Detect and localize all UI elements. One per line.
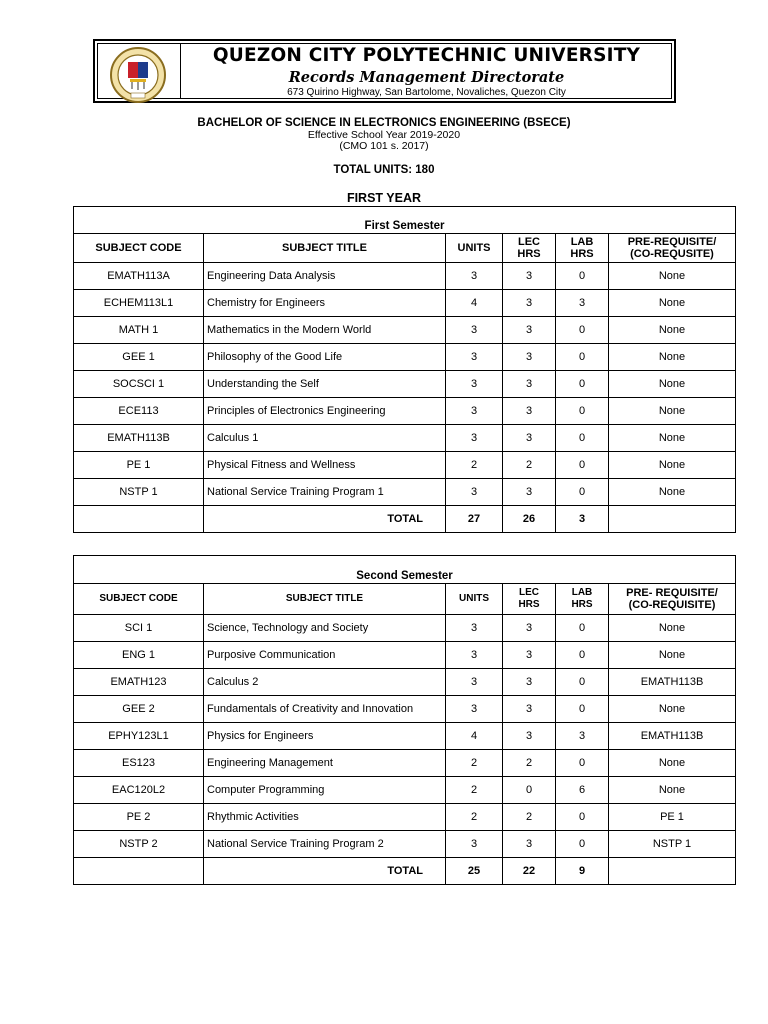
lec-hrs-cell: 3: [503, 398, 556, 425]
lec-hrs-cell: 3: [503, 615, 556, 642]
prerequisite-cell: EMATH113B: [609, 669, 736, 696]
prerequisite-cell: None: [609, 750, 736, 777]
subject-title-cell: Physical Fitness and Wellness: [204, 452, 446, 479]
subject-code-cell: NSTP 2: [74, 831, 204, 858]
prerequisite-cell: None: [609, 696, 736, 723]
program-title: BACHELOR OF SCIENCE IN ELECTRONICS ENGINEERING (BSECE): [197, 117, 571, 129]
units-cell: 3: [446, 642, 503, 669]
subject-code-cell: PE 1: [74, 452, 204, 479]
total-units-value: 25: [446, 858, 503, 885]
total-lec-value: 22: [503, 858, 556, 885]
subject-code-cell: ENG 1: [74, 642, 204, 669]
lab-hrs-cell: 0: [556, 398, 609, 425]
subject-code-cell: EPHY123L1: [74, 723, 204, 750]
col-subject-title: SUBJECT TITLE: [204, 234, 446, 263]
directorate-name: Records Management Directorate: [288, 69, 565, 86]
lec-hrs-cell: 3: [503, 344, 556, 371]
total-lab-value: 3: [556, 506, 609, 533]
units-cell: 3: [446, 669, 503, 696]
university-seal-icon: [106, 46, 170, 104]
first-semester-table: [73, 206, 736, 533]
subject-title-cell: Calculus 1: [204, 425, 446, 452]
table-row: [74, 723, 736, 750]
lab-hrs-cell: 0: [556, 371, 609, 398]
subject-title-cell: Computer Programming: [204, 777, 446, 804]
letterhead: [93, 39, 676, 103]
units-cell: 2: [446, 452, 503, 479]
lec-hrs-cell: 2: [503, 750, 556, 777]
prerequisite-cell: None: [609, 452, 736, 479]
prerequisite-cell: None: [609, 290, 736, 317]
table-row: [74, 371, 736, 398]
units-cell: 3: [446, 831, 503, 858]
units-cell: 2: [446, 777, 503, 804]
subject-title-cell: Understanding the Self: [204, 371, 446, 398]
prerequisite-cell: None: [609, 398, 736, 425]
total-row: [74, 506, 736, 533]
units-cell: 3: [446, 344, 503, 371]
subject-title-cell: Science, Technology and Society: [204, 615, 446, 642]
total-label: TOTAL: [204, 506, 446, 533]
year-heading: FIRST YEAR: [346, 191, 422, 205]
subject-title-cell: Engineering Data Analysis: [204, 263, 446, 290]
subject-title-cell: Fundamentals of Creativity and Innovation: [204, 696, 446, 723]
lec-hrs-cell: 3: [503, 263, 556, 290]
lec-hrs-cell: 3: [503, 723, 556, 750]
total-lab-value: 9: [556, 858, 609, 885]
total-blank: [74, 506, 204, 533]
col-lab-hrs: LAB HRS: [556, 234, 609, 263]
total-prereq-blank: [609, 858, 736, 885]
units-cell: 4: [446, 723, 503, 750]
units-cell: 3: [446, 263, 503, 290]
subject-title-cell: Mathematics in the Modern World: [204, 317, 446, 344]
lab-hrs-cell: 0: [556, 750, 609, 777]
table-row: [74, 452, 736, 479]
subject-code-cell: PE 2: [74, 804, 204, 831]
subject-title-cell: Chemistry for Engineers: [204, 290, 446, 317]
col-subject-code: SUBJECT CODE: [74, 584, 204, 615]
units-cell: 3: [446, 371, 503, 398]
prerequisite-cell: None: [609, 425, 736, 452]
subject-code-cell: SOCSCI 1: [74, 371, 204, 398]
subject-code-cell: GEE 2: [74, 696, 204, 723]
total-lec-value: 26: [503, 506, 556, 533]
col-lec-hrs: LEC HRS: [503, 584, 556, 615]
total-prereq-blank: [609, 506, 736, 533]
subject-title-cell: Rhythmic Activities: [204, 804, 446, 831]
units-cell: 3: [446, 425, 503, 452]
subject-title-cell: Calculus 2: [204, 669, 446, 696]
table-row: [74, 696, 736, 723]
subject-code-cell: ECE113: [74, 398, 204, 425]
col-lec-hrs: LEC HRS: [503, 234, 556, 263]
total-blank: [74, 858, 204, 885]
lec-hrs-cell: 3: [503, 371, 556, 398]
lec-hrs-cell: 3: [503, 642, 556, 669]
table-row: [74, 642, 736, 669]
lec-hrs-cell: 3: [503, 425, 556, 452]
lab-hrs-cell: 0: [556, 642, 609, 669]
table-row: [74, 750, 736, 777]
subject-code-cell: GEE 1: [74, 344, 204, 371]
table-row: [74, 615, 736, 642]
units-cell: 3: [446, 479, 503, 506]
prerequisite-cell: None: [609, 344, 736, 371]
table-row: [74, 669, 736, 696]
university-address: 673 Quirino Highway, San Bartolome, Novaliches, Quezon City: [287, 87, 566, 98]
col-prerequisite: PRE-REQUISITE/ (CO-REQUSITE): [609, 234, 736, 263]
prerequisite-cell: None: [609, 317, 736, 344]
col-units: UNITS: [446, 234, 503, 263]
lab-hrs-cell: 0: [556, 344, 609, 371]
total-row: [74, 858, 736, 885]
lab-hrs-cell: 0: [556, 263, 609, 290]
table-row: [74, 804, 736, 831]
total-units-value: 27: [446, 506, 503, 533]
lab-hrs-cell: 0: [556, 452, 609, 479]
table-row: [74, 398, 736, 425]
table-row: [74, 425, 736, 452]
prerequisite-cell: None: [609, 479, 736, 506]
lec-hrs-cell: 3: [503, 290, 556, 317]
subject-code-cell: ECHEM113L1: [74, 290, 204, 317]
subject-code-cell: SCI 1: [74, 615, 204, 642]
table-row: [74, 479, 736, 506]
total-label: TOTAL: [204, 858, 446, 885]
lab-hrs-cell: 3: [556, 723, 609, 750]
lab-hrs-cell: 0: [556, 804, 609, 831]
lab-hrs-cell: 0: [556, 696, 609, 723]
second-semester-table: [73, 555, 736, 885]
lec-hrs-cell: 3: [503, 831, 556, 858]
table-row: [74, 777, 736, 804]
subject-title-cell: Purposive Communication: [204, 642, 446, 669]
lab-hrs-cell: 6: [556, 777, 609, 804]
total-units: TOTAL UNITS: 180: [333, 164, 435, 176]
prerequisite-cell: None: [609, 263, 736, 290]
col-subject-title: SUBJECT TITLE: [204, 584, 446, 615]
logo-cell: [98, 44, 181, 98]
semester-title: Second Semester: [74, 556, 736, 584]
col-units: UNITS: [446, 584, 503, 615]
lec-hrs-cell: 3: [503, 669, 556, 696]
col-subject-code: SUBJECT CODE: [74, 234, 204, 263]
prerequisite-cell: None: [609, 371, 736, 398]
units-cell: 2: [446, 804, 503, 831]
table-row: [74, 831, 736, 858]
subject-title-cell: Principles of Electronics Engineering: [204, 398, 446, 425]
lab-hrs-cell: 0: [556, 479, 609, 506]
prerequisite-cell: EMATH113B: [609, 723, 736, 750]
lab-hrs-cell: 0: [556, 615, 609, 642]
subject-code-cell: MATH 1: [74, 317, 204, 344]
subject-code-cell: EMATH113A: [74, 263, 204, 290]
units-cell: 3: [446, 317, 503, 344]
lec-hrs-cell: 3: [503, 696, 556, 723]
prerequisite-cell: None: [609, 777, 736, 804]
university-name: QUEZON CITY POLYTECHNIC UNIVERSITY: [212, 45, 641, 66]
semester-title: First Semester: [74, 207, 736, 234]
lec-hrs-cell: 3: [503, 479, 556, 506]
lec-hrs-cell: 3: [503, 317, 556, 344]
lec-hrs-cell: 2: [503, 452, 556, 479]
subject-code-cell: NSTP 1: [74, 479, 204, 506]
subject-title-cell: Philosophy of the Good Life: [204, 344, 446, 371]
lab-hrs-cell: 0: [556, 831, 609, 858]
col-lab-hrs: LAB HRS: [556, 584, 609, 615]
col-prerequisite: PRE- REQUISITE/ (CO-REQUISITE): [609, 584, 736, 615]
units-cell: 3: [446, 615, 503, 642]
units-cell: 2: [446, 750, 503, 777]
prerequisite-cell: None: [609, 642, 736, 669]
effective-year: Effective School Year 2019-2020: [307, 129, 461, 141]
units-cell: 4: [446, 290, 503, 317]
lec-hrs-cell: 0: [503, 777, 556, 804]
prerequisite-cell: None: [609, 615, 736, 642]
subject-code-cell: EAC120L2: [74, 777, 204, 804]
units-cell: 3: [446, 696, 503, 723]
subject-code-cell: EMATH113B: [74, 425, 204, 452]
lab-hrs-cell: 0: [556, 425, 609, 452]
lab-hrs-cell: 0: [556, 317, 609, 344]
table-row: [74, 290, 736, 317]
prerequisite-cell: NSTP 1: [609, 831, 736, 858]
letterhead-inner-border: [97, 43, 672, 99]
subject-title-cell: National Service Training Program 1: [204, 479, 446, 506]
prerequisite-cell: PE 1: [609, 804, 736, 831]
table-row: [74, 317, 736, 344]
table-row: [74, 263, 736, 290]
subject-code-cell: ES123: [74, 750, 204, 777]
subject-title-cell: National Service Training Program 2: [204, 831, 446, 858]
subject-title-cell: Physics for Engineers: [204, 723, 446, 750]
lab-hrs-cell: 0: [556, 669, 609, 696]
lec-hrs-cell: 2: [503, 804, 556, 831]
lab-hrs-cell: 3: [556, 290, 609, 317]
subject-code-cell: EMATH123: [74, 669, 204, 696]
table-row: [74, 344, 736, 371]
units-cell: 3: [446, 398, 503, 425]
cmo-reference: (CMO 101 s. 2017): [339, 140, 429, 152]
subject-title-cell: Engineering Management: [204, 750, 446, 777]
